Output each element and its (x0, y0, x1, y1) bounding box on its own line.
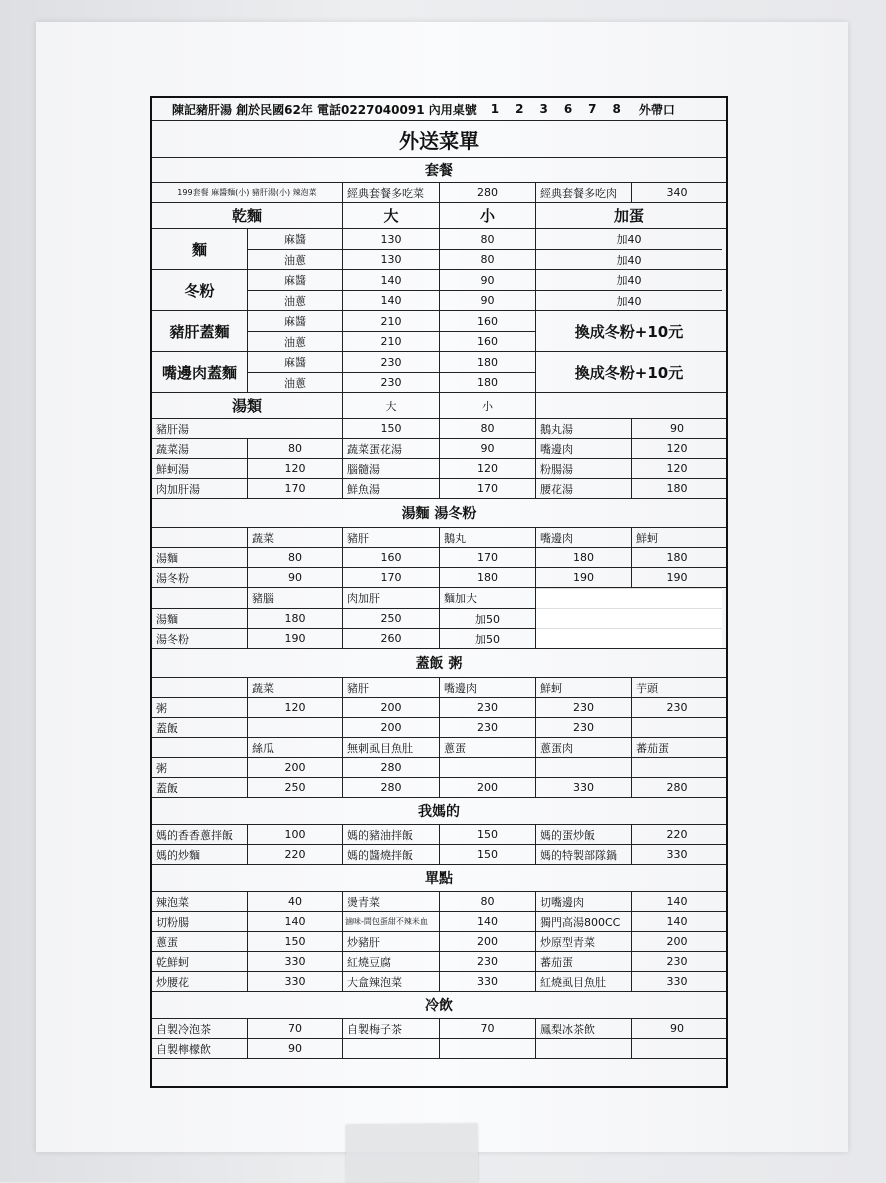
soup-row (152, 418, 726, 438)
price-small: 180 (440, 372, 535, 392)
price: 200 (342, 718, 439, 737)
price (631, 758, 722, 777)
soup-noodle-row (152, 547, 726, 567)
soup-name: 腦髓湯 (342, 459, 439, 478)
price: 170 (439, 548, 535, 567)
section-heading-row (152, 864, 726, 891)
item-name: 辣泡菜 (156, 895, 189, 909)
item-name: 紅燒虱目魚肚 (535, 972, 631, 991)
item-price: 140 (631, 912, 722, 931)
item-price: 330 (247, 972, 342, 991)
soup-name: 粉腸湯 (535, 459, 631, 478)
row-label: 湯冬粉 (156, 632, 189, 646)
dry-noodle-heading: 乾麵 (231, 207, 262, 225)
soup-price: 120 (631, 459, 722, 478)
price: 200 (342, 698, 439, 717)
soup-price-small: 80 (439, 419, 535, 438)
soup-price: 90 (631, 419, 722, 438)
price-large: 230 (380, 355, 402, 369)
col-large: 大 (342, 393, 439, 418)
set-meal-199: 199套餐 麻醬麵(小) 豬肝湯(小) 辣泡菜 (177, 188, 317, 197)
dry-noodle-name: 豬肝蓋麵 (169, 322, 230, 341)
price: 180 (439, 568, 535, 587)
blank-footer-row (152, 1058, 726, 1086)
rice-row (152, 697, 726, 717)
soup-price: 90 (439, 439, 535, 458)
price: 120 (247, 698, 342, 717)
soup-noodle-row (152, 567, 726, 587)
dry-noodle-name: 麵 (191, 240, 207, 259)
price (439, 758, 535, 777)
soup-price: 120 (439, 459, 535, 478)
item-name: 鳳梨冰茶飲 (535, 1019, 631, 1038)
section-heading: 我媽的 (418, 804, 460, 820)
soup-price: 170 (247, 479, 342, 498)
col-label: 無刺虱目魚肚 (342, 738, 439, 757)
item-price: 40 (247, 892, 342, 911)
soup-price: 80 (247, 439, 342, 458)
price (247, 718, 342, 737)
item-name: 炒豬肝 (342, 932, 439, 951)
price-small: 80 (440, 249, 535, 269)
menu-title: 外送菜單 (399, 128, 479, 153)
col-small: 小 (439, 393, 535, 418)
soup-name: 鮮魚湯 (342, 479, 439, 498)
item-price: 90 (247, 1039, 342, 1058)
price-extra: 加40 (616, 274, 642, 287)
single-row (152, 951, 726, 971)
item-name: 炒原型青菜 (535, 932, 631, 951)
switch-vermicelli-note: 換成冬粉+10元 (535, 311, 722, 351)
item-price: 150 (247, 932, 342, 951)
price: 90 (247, 568, 342, 587)
price-large: 210 (343, 331, 439, 351)
section-heading: 套餐 (425, 163, 453, 179)
price: 280 (342, 758, 439, 777)
tape-strip (346, 1123, 479, 1182)
mom-row (152, 824, 726, 844)
row-label: 湯麵 (156, 612, 178, 626)
sauce-label: 麻醬 (284, 274, 306, 287)
price-large: 130 (343, 249, 439, 269)
item-name: 燙青菜 (342, 892, 439, 911)
soup-row (152, 438, 726, 458)
col-label: 肉加肝 (342, 588, 439, 608)
col-label: 蔥蛋肉 (535, 738, 631, 757)
item-name: 媽的炒麵 (156, 848, 200, 862)
price: 280 (342, 778, 439, 797)
item-name: 切嘴邊肉 (535, 892, 631, 911)
item-price: 330 (631, 972, 722, 991)
header-line (152, 98, 726, 120)
dry-noodle-name: 嘴邊肉蓋麵 (161, 363, 237, 382)
price (535, 758, 631, 777)
price-small: 160 (477, 314, 498, 328)
price: 190 (535, 568, 631, 587)
rice-row (152, 757, 726, 777)
item-name: 媽的醬燒拌飯 (342, 845, 439, 864)
section-heading: 冷飲 (425, 998, 453, 1014)
item-name: 媽的豬油拌飯 (342, 825, 439, 844)
rice-row (152, 777, 726, 797)
soup-row (152, 458, 726, 478)
item-name (535, 1039, 631, 1058)
dry-noodle-name: 冬粉 (184, 281, 215, 300)
table-number: 8 (612, 102, 621, 116)
price: 180 (535, 548, 631, 567)
price-small: 180 (477, 355, 498, 369)
item-price: 220 (631, 825, 722, 844)
row-label: 蓋飯 (156, 781, 178, 795)
section-heading-row (152, 991, 726, 1018)
section-heading: 湯麵 湯冬粉 (401, 506, 477, 522)
col-label: 麵加大 (439, 588, 535, 608)
set-meal-price: 340 (631, 183, 722, 202)
item-price: 150 (439, 845, 535, 864)
item-name: 自製冷泡茶 (156, 1022, 211, 1036)
col-small: 小 (439, 203, 535, 228)
item-price: 330 (439, 972, 535, 991)
sauce-label: 油蔥 (248, 290, 342, 310)
item-name: 自製梅子茶 (342, 1019, 439, 1038)
price: 160 (342, 548, 439, 567)
section-heading: 單點 (425, 871, 453, 887)
price: 230 (631, 698, 722, 717)
row-label: 湯冬粉 (156, 571, 189, 585)
sauce-label: 油蔥 (248, 249, 342, 269)
table-number: 6 (563, 102, 573, 116)
switch-vermicelli-note: 換成冬粉+10元 (535, 352, 722, 392)
price: 加50 (439, 609, 535, 628)
table-number: 2 (515, 102, 524, 116)
row-label: 蓋飯 (156, 721, 178, 735)
rice-row (152, 717, 726, 737)
col-label: 鵝丸 (439, 528, 535, 547)
item-price: 230 (631, 952, 722, 971)
price-extra: 加40 (616, 233, 642, 246)
item-price: 200 (439, 932, 535, 951)
blank-hatched-area (535, 588, 722, 648)
soup-price: 120 (631, 439, 722, 458)
soup-name: 嘴邊肉 (535, 439, 631, 458)
price: 170 (342, 568, 439, 587)
item-name: 大盒辣泡菜 (342, 972, 439, 991)
dry-noodle-group (152, 228, 726, 269)
price-extra: 加40 (536, 290, 722, 310)
soup-name: 豬肝湯 (156, 422, 189, 436)
price-large: 140 (380, 273, 402, 287)
item-price: 230 (439, 952, 535, 971)
single-row (152, 971, 726, 991)
col-label: 蔥蛋 (439, 738, 535, 757)
row-label: 粥 (156, 701, 167, 715)
item-price: 200 (631, 932, 722, 951)
section-heading-row (152, 797, 726, 824)
col-label: 蔬菜 (247, 678, 342, 697)
col-extra-egg: 加蛋 (535, 203, 722, 228)
price: 200 (247, 758, 342, 777)
sauce-label: 麻醬 (284, 233, 306, 246)
price: 190 (247, 629, 342, 648)
set-meal-name: 經典套餐多吃肉 (535, 183, 631, 202)
item-price: 70 (247, 1019, 342, 1038)
col-label: 蔬菜 (247, 528, 342, 547)
item-name (342, 1039, 439, 1058)
soup-heading: 湯類 (231, 397, 262, 415)
price-small: 90 (440, 290, 535, 310)
drink-row (152, 1038, 726, 1058)
section-heading: 蓋飯 粥 (415, 656, 463, 672)
soup-header (152, 392, 726, 418)
price-large: 210 (380, 314, 402, 328)
dry-noodle-group (152, 351, 726, 392)
single-row (152, 911, 726, 931)
menu-title-row (152, 120, 726, 157)
item-name: 媽的香香蔥拌飯 (156, 828, 233, 842)
col-label: 嘴邊肉 (439, 678, 535, 697)
item-name: 蕃茄蛋 (535, 952, 631, 971)
rice-cols (152, 737, 726, 757)
price: 280 (631, 778, 722, 797)
set-meal-row (152, 182, 726, 202)
item-name: 切粉腸 (156, 915, 189, 929)
mom-row (152, 844, 726, 864)
price: 180 (631, 548, 722, 567)
soup-price-large: 150 (342, 419, 439, 438)
price: 180 (247, 609, 342, 628)
item-price: 100 (247, 825, 342, 844)
price-large: 230 (343, 372, 439, 392)
price: 230 (439, 718, 535, 737)
price-small: 90 (480, 273, 495, 287)
takeout-label: 外帶口 (638, 102, 675, 117)
single-row (152, 891, 726, 911)
item-price: 150 (439, 825, 535, 844)
item-price: 140 (631, 892, 722, 911)
price: 230 (535, 698, 631, 717)
price: 80 (247, 548, 342, 567)
item-price: 330 (631, 845, 722, 864)
row-label: 粥 (156, 761, 167, 775)
soup-price: 170 (439, 479, 535, 498)
col-label: 芋頭 (631, 678, 722, 697)
price: 加50 (439, 629, 535, 648)
rice-cols (152, 677, 726, 697)
soup-name: 鵝丸湯 (535, 419, 631, 438)
soup-row (152, 478, 726, 498)
sauce-label: 油蔥 (248, 372, 342, 392)
price: 190 (631, 568, 722, 587)
item-name: 炒腰花 (156, 975, 189, 989)
price: 230 (439, 698, 535, 717)
item-name: 媽的特製部隊鍋 (535, 845, 631, 864)
price: 250 (247, 778, 342, 797)
item-price: 220 (247, 845, 342, 864)
soup-price: 120 (247, 459, 342, 478)
table-number: 3 (539, 102, 548, 116)
price: 330 (535, 778, 631, 797)
item-price: 330 (247, 952, 342, 971)
row-label: 湯麵 (156, 551, 178, 565)
item-price (439, 1039, 535, 1058)
item-name: 獨門高湯800CC (535, 912, 631, 931)
item-name: 媽的蛋炒飯 (535, 825, 631, 844)
item-name: 蔥蛋 (156, 935, 178, 949)
soup-name: 蔬菜湯 (156, 442, 189, 456)
item-name: 自製檸檬飲 (156, 1042, 211, 1056)
item-price (631, 1039, 722, 1058)
col-label: 豬肝 (342, 678, 439, 697)
sauce-label: 油蔥 (248, 331, 342, 351)
col-label: 鮮蚵 (631, 528, 722, 547)
dry-noodle-header (152, 202, 726, 228)
price (631, 718, 722, 737)
soup-name: 肉加肝湯 (156, 482, 200, 496)
table-number: 1 (490, 102, 500, 116)
item-price: 90 (631, 1019, 722, 1038)
single-row (152, 931, 726, 951)
price: 250 (342, 609, 439, 628)
sauce-label: 麻醬 (284, 315, 306, 328)
col-label: 蕃茄蛋 (631, 738, 722, 757)
header-info: 陳記豬肝湯 創於民國62年 電話0227040091 內用桌號 (172, 102, 477, 117)
col-label: 鮮蚵 (535, 678, 631, 697)
dry-noodle-group (152, 310, 726, 351)
item-name: 紅燒豆腐 (342, 952, 439, 971)
soup-noodle-cols (152, 527, 726, 547)
item-price: 70 (439, 1019, 535, 1038)
set-meal-name: 經典套餐多吃菜 (342, 183, 439, 202)
price-extra: 加40 (536, 249, 722, 269)
soup-noodle-block2 (152, 587, 726, 648)
price-large: 140 (343, 290, 439, 310)
soup-name: 腰花湯 (535, 479, 631, 498)
section-heading-row (152, 648, 726, 677)
drink-row (152, 1018, 726, 1038)
col-large: 大 (342, 203, 439, 228)
price: 200 (439, 778, 535, 797)
section-heading-row (152, 157, 726, 182)
table-number: 7 (588, 102, 597, 116)
soup-price: 180 (631, 479, 722, 498)
soup-name: 蔬菜蛋花湯 (342, 439, 439, 458)
dry-noodle-group (152, 269, 726, 310)
soup-name: 鮮蚵湯 (156, 462, 189, 476)
set-meal-price: 280 (439, 183, 535, 202)
item-name: 滷味-間包蛋甜不辣米血 (342, 912, 439, 931)
col-label: 豬肝 (342, 528, 439, 547)
item-name: 乾鮮蚵 (156, 955, 189, 969)
price: 230 (535, 718, 631, 737)
price-small: 80 (480, 232, 495, 246)
section-heading-row (152, 498, 726, 527)
price-large: 130 (380, 232, 402, 246)
item-price: 80 (439, 892, 535, 911)
price-small: 160 (440, 331, 535, 351)
price: 260 (342, 629, 439, 648)
menu-table (150, 96, 728, 1088)
item-price: 140 (439, 912, 535, 931)
item-price: 140 (247, 912, 342, 931)
col-label: 嘴邊肉 (535, 528, 631, 547)
sauce-label: 麻醬 (284, 356, 306, 369)
col-label: 豬腦 (247, 588, 342, 608)
col-label: 絲瓜 (247, 738, 342, 757)
